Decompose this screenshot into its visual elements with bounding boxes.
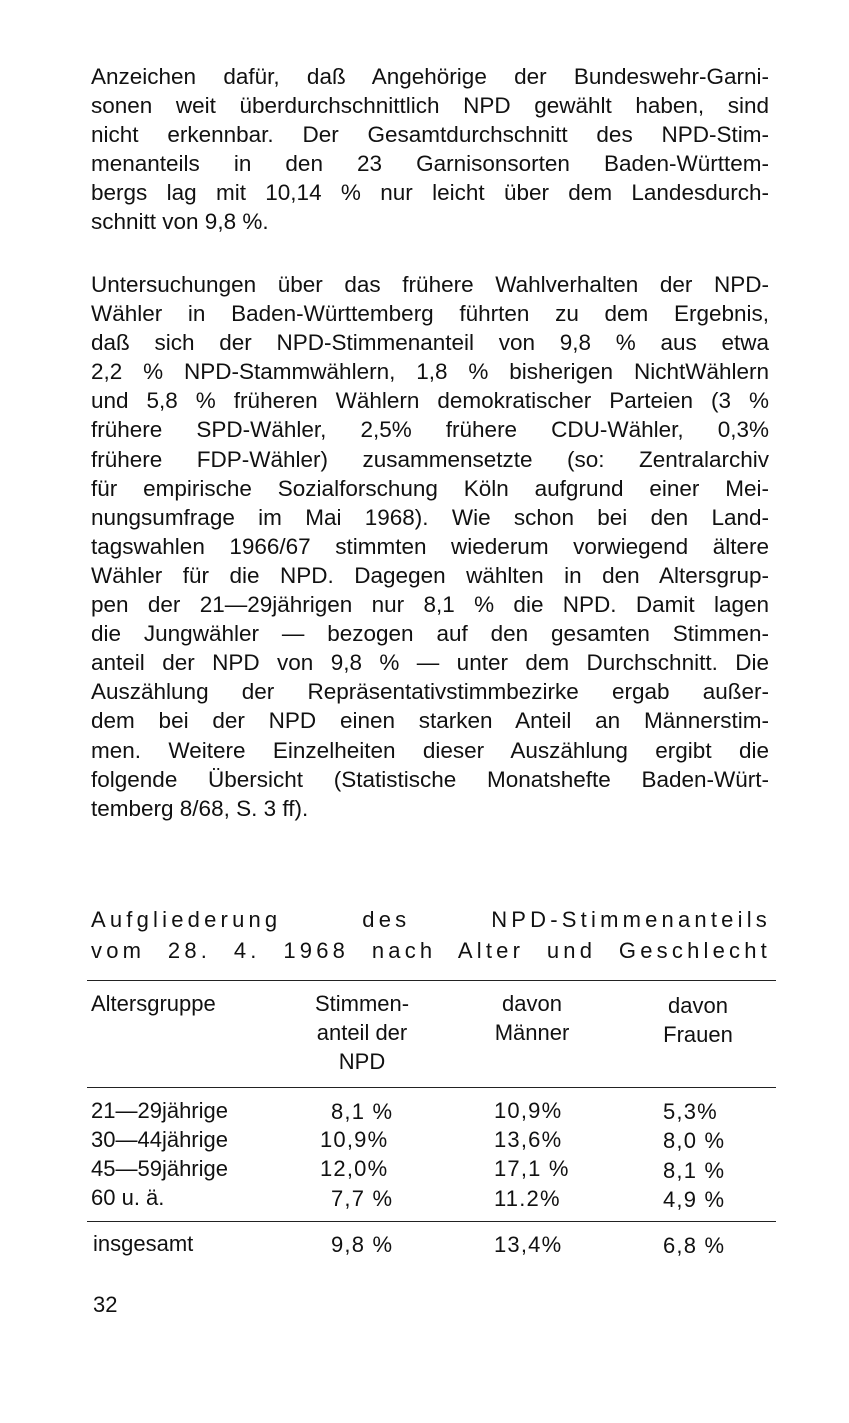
cell-women: 4,9 % — [663, 1187, 726, 1212]
text-line: bergs lag mit 10,14 % nur leicht über dem Landesdurch- — [91, 180, 769, 206]
header-age-group: Altersgruppe — [91, 991, 216, 1016]
cell-women: 8,0 % — [663, 1128, 726, 1153]
header-men — [462, 989, 602, 1047]
table-rule-bottom — [87, 1221, 776, 1222]
text-line: sonen weit überdurchschnittlich NPD gewählt haben, sind — [91, 93, 769, 119]
table-rule-middle — [87, 1087, 776, 1088]
cell-age: 30—44jährige — [91, 1127, 228, 1152]
table-caption-line: Aufgliederung des NPD-Stimmenanteils — [91, 907, 771, 932]
paragraph-voter-behavior — [91, 270, 769, 823]
text-line: frühere SPD-Wähler, 2,5% frühere CDU-Wähler, 0,3% — [91, 417, 769, 443]
cell-men: 11.2% — [494, 1186, 561, 1211]
cell-men: 13,6% — [494, 1127, 563, 1152]
table-caption — [91, 904, 771, 966]
cell-men: 10,9% — [494, 1098, 563, 1123]
text-line: pen der 21—29jährigen nur 8,1 % die NPD. Damit lagen — [91, 592, 769, 618]
text-line: frühere FDP-Wähler) zusammensetzte (so: Zentralarchiv — [91, 446, 769, 472]
text-line: die Jungwähler — bezogen auf den gesamten Stimmen- — [91, 621, 769, 647]
header-text: Frauen — [663, 1022, 733, 1047]
header-text: Männer — [494, 1020, 570, 1045]
text-line: folgende Übersicht (Statistische Monatshefte Baden-Würt- — [91, 766, 769, 792]
text-line: nicht erkennbar. Der Gesamtdurchschnitt des NPD-Stim- — [91, 122, 769, 148]
table-rule-top — [87, 980, 776, 981]
cell-total-men: 13,4% — [494, 1232, 563, 1257]
text-line: daß sich der NPD-Stimmenanteil von 9,8 % aus etwa — [91, 330, 769, 356]
header-text: davon — [502, 991, 562, 1016]
cell-men: 17,1 % — [494, 1156, 570, 1181]
text-line: Wähler in Baden-Württemberg führten zu dem Ergebnis, — [91, 301, 769, 327]
cell-total-label: insgesamt — [93, 1231, 194, 1256]
header-text: NPD — [338, 1049, 386, 1074]
text-line: men. Weitere Einzelheiten dieser Auszählung ergibt die — [91, 737, 769, 763]
page-number: 32 — [93, 1292, 118, 1317]
text-line: 2,2 % NPD-Stammwählern, 1,8 % bisherigen NichtWählern — [91, 359, 769, 385]
cell-age: 60 u. ä. — [91, 1185, 165, 1210]
header-npd-share — [292, 989, 432, 1076]
text-line: Anzeichen dafür, daß Angehörige der Bundeswehr-Garni- — [91, 64, 769, 89]
cell-age: 45—59jährige — [91, 1156, 228, 1181]
cell-total-women: 6,8 % — [663, 1233, 726, 1258]
cell-total-npd: 9,8 % — [331, 1232, 394, 1257]
text-line: temberg 8/68, S. 3 ff). — [91, 795, 309, 821]
paragraph-garrisons — [91, 62, 769, 237]
cell-npd: 7,7 % — [331, 1186, 394, 1211]
cell-women: 5,3% — [663, 1099, 718, 1124]
header-text: anteil der — [316, 1020, 408, 1045]
text-line: Untersuchungen über das frühere Wahlverhalten der NPD- — [91, 272, 769, 297]
cell-npd: 12,0% — [320, 1156, 389, 1181]
cell-npd: 8,1 % — [331, 1099, 394, 1124]
text-line: tagswahlen 1966/67 stimmten wiederum vorwiegend ältere — [91, 533, 769, 559]
cell-women: 8,1 % — [663, 1158, 726, 1183]
cell-age: 21—29jährige — [91, 1098, 228, 1123]
text-line: und 5,8 % früheren Wählern demokratischer Parteien (3 % — [91, 388, 769, 414]
text-line: für empirische Sozialforschung Köln aufgrund einer Mei- — [91, 475, 769, 501]
cell-npd: 10,9% — [320, 1127, 389, 1152]
text-line: dem bei der NPD einen starken Anteil an Männerstim- — [91, 708, 769, 734]
header-text: davon — [668, 993, 728, 1018]
text-line: nungsumfrage im Mai 1968). Wie schon bei den Land- — [91, 504, 769, 530]
text-line: Auszählung der Repräsentativstimmbezirke ergab außer- — [91, 679, 769, 705]
text-line: Wähler für die NPD. Dagegen wählten in den Altersgrup- — [91, 562, 769, 588]
text-line: menanteils in den 23 Garnisonsorten Baden-Württem- — [91, 151, 769, 177]
table-caption-line: vom 28. 4. 1968 nach Alter und Geschlecht — [91, 938, 771, 963]
header-women — [628, 991, 768, 1049]
header-text: Stimmen- — [314, 991, 410, 1016]
text-line: schnitt von 9,8 %. — [91, 209, 269, 235]
text-line: anteil der NPD von 9,8 % — unter dem Durchschnitt. Die — [91, 650, 769, 676]
